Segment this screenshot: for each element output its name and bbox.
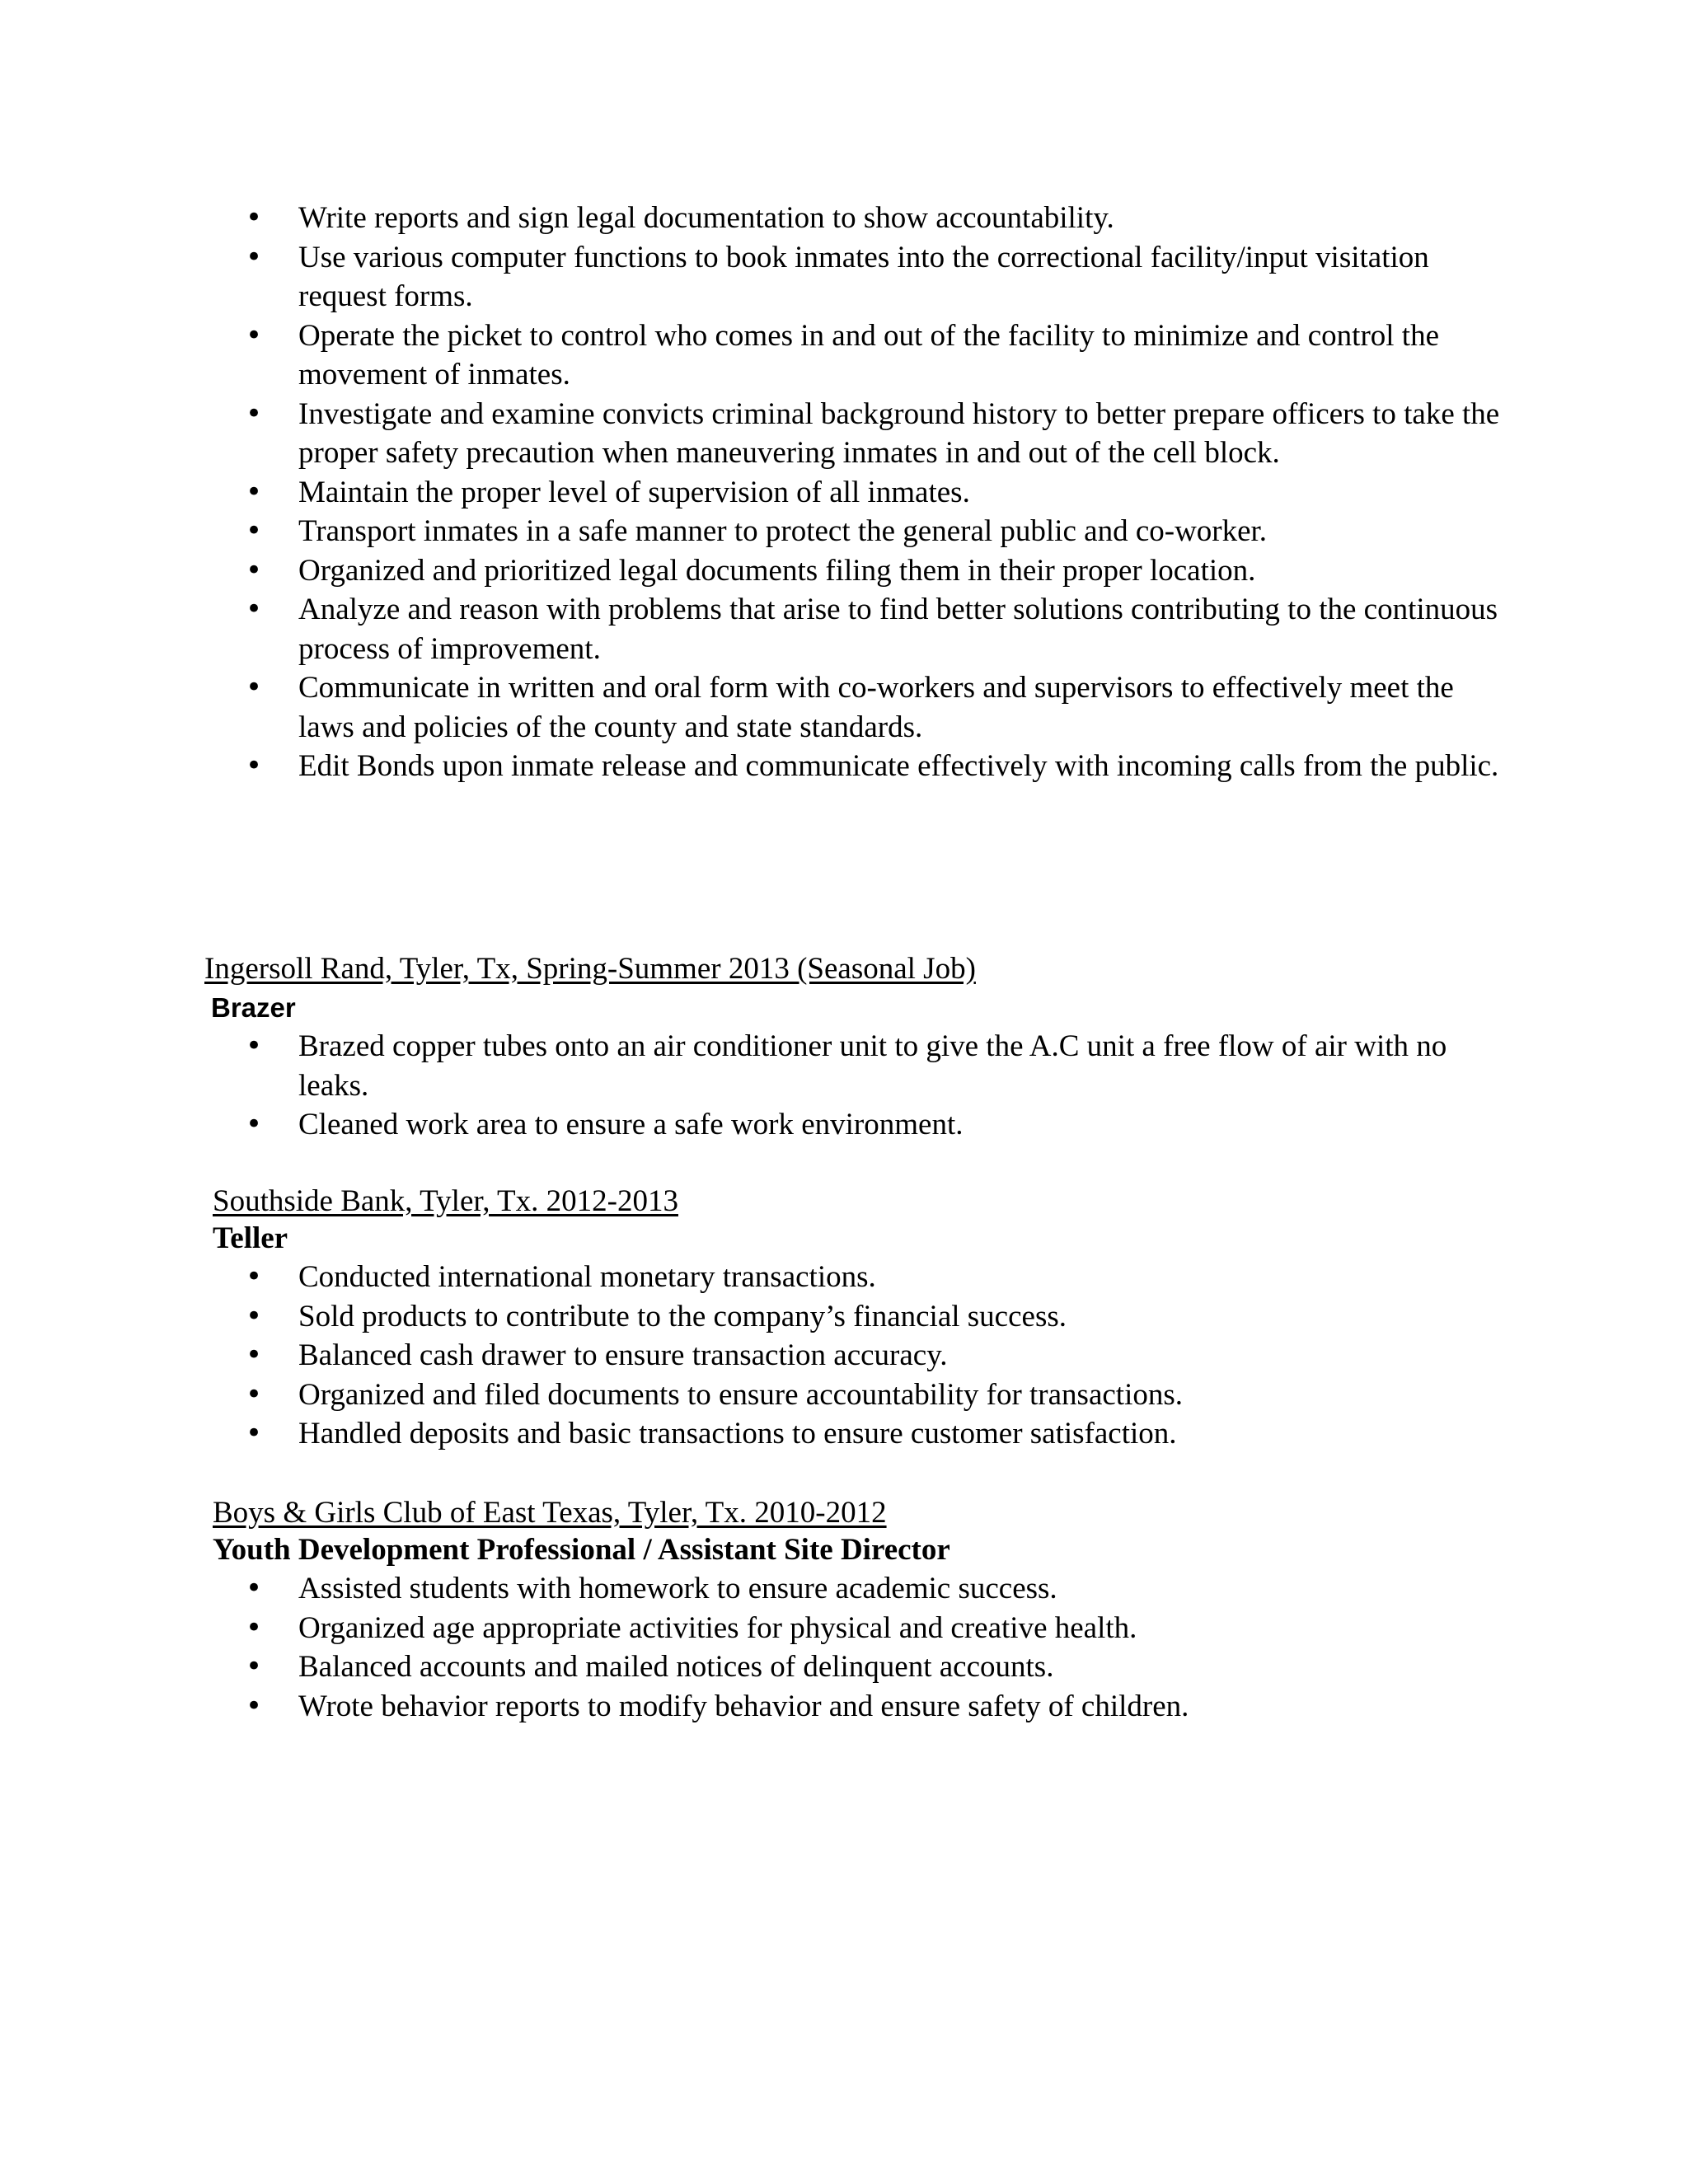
list-item: • Use various computer functions to book inmates into the correctional facility/input visitation request forms. <box>0 238 1688 316</box>
list-item: • Write reports and sign legal documentation to show accountability. <box>0 199 1688 238</box>
employer-heading: Boys & Girls Club of East Texas, Tyler, Tx. 2010-2012 <box>213 1496 887 1530</box>
list-item: • Investigate and examine convicts criminal background history to better prepare officers to take the proper safety precaution when maneuvering inmates in and out of the cell block. <box>0 395 1688 473</box>
job-duties <box>0 1027 1688 1145</box>
list-item: • Balanced accounts and mailed notices of delinquent accounts. <box>0 1647 1688 1687</box>
list-item: • Operate the picket to control who comes in and out of the facility to minimize and control the movement of inmates. <box>0 316 1688 395</box>
list-item: • Organized and filed documents to ensure accountability for transactions. <box>0 1376 1688 1415</box>
job-duties <box>0 1258 1688 1454</box>
employer-heading: Ingersoll Rand, Tyler, Tx, Spring-Summer 2013 (Seasonal Job) <box>204 952 976 986</box>
list-item: • Brazed copper tubes onto an air conditioner unit to give the A.C unit a free flow of air with no leaks. <box>0 1027 1688 1105</box>
employer-heading: Southside Bank, Tyler, Tx. 2012-2013 <box>213 1184 678 1218</box>
list-item: • Communicate in written and oral form with co-workers and supervisors to effectively meet the laws and policies of the county and state standards. <box>0 668 1688 747</box>
previous-job-duties <box>0 199 1688 786</box>
list-item: • Sold products to contribute to the company’s financial success. <box>0 1297 1688 1337</box>
list-item: • Analyze and reason with problems that arise to find better solutions contributing to the continuous process of improvement. <box>0 590 1688 668</box>
list-item: • Wrote behavior reports to modify behavior and ensure safety of children. <box>0 1687 1688 1727</box>
list-item: • Organized age appropriate activities for physical and creative health. <box>0 1609 1688 1648</box>
list-item: • Balanced cash drawer to ensure transaction accuracy. <box>0 1336 1688 1376</box>
job-title: Teller <box>213 1221 288 1255</box>
list-item: • Handled deposits and basic transactions to ensure customer satisfaction. <box>0 1414 1688 1454</box>
list-item: • Conducted international monetary transactions. <box>0 1258 1688 1297</box>
list-item: • Organized and prioritized legal documents filing them in their proper location. <box>0 551 1688 591</box>
list-item: • Maintain the proper level of supervision of all inmates. <box>0 473 1688 513</box>
list-item: • Edit Bonds upon inmate release and communicate effectively with incoming calls from the public. <box>0 747 1688 786</box>
job-title: Youth Development Professional / Assistant Site Director <box>213 1533 950 1567</box>
job-duties <box>0 1569 1688 1726</box>
job-title: Brazer <box>211 992 296 1023</box>
list-item: • Cleaned work area to ensure a safe work environment. <box>0 1105 1688 1145</box>
list-item: • Assisted students with homework to ensure academic success. <box>0 1569 1688 1609</box>
list-item: • Transport inmates in a safe manner to protect the general public and co-worker. <box>0 512 1688 551</box>
